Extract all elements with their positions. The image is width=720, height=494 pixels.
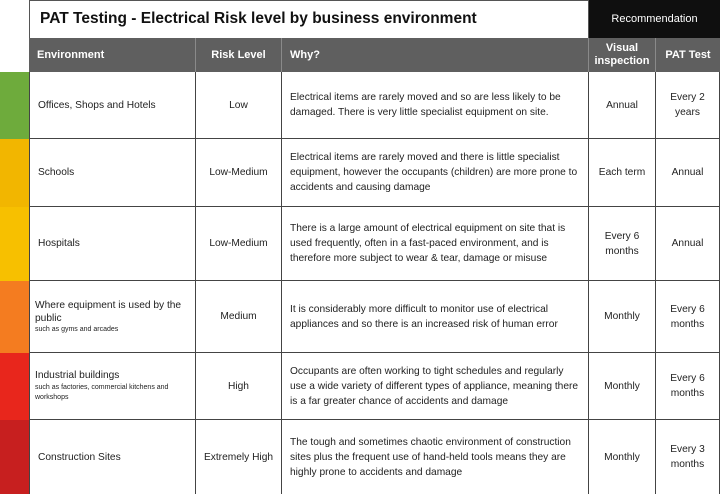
table-row-environment [29, 353, 196, 420]
environment-label: Offices, Shops and Hotels [38, 99, 156, 111]
environment-label: Schools [38, 167, 75, 178]
table-row-environment [29, 139, 196, 207]
visual-inspection-cell: Each term [589, 139, 656, 207]
risk-level-cell: Low [196, 72, 282, 139]
risk-color-extremely-high [0, 420, 29, 494]
risk-color-low-medium-1 [0, 139, 29, 207]
environment-note: such as gyms and arcades [35, 325, 119, 333]
why-cell: Electrical items are rarely moved and so are less likely to be damaged. There is very little specialist equipment on site. [282, 72, 589, 139]
risk-level-cell: Medium [196, 281, 282, 353]
why-cell: Occupants are often working to tight schedules and regularly use a wide variety of different types of appliance, meaning there is a far greater chance of accidents and damage [282, 353, 589, 420]
environment-label: Construction Sites [38, 451, 121, 463]
visual-inspection-cell: Every 6 months [589, 207, 656, 281]
environment-label: Hospitals [38, 238, 80, 249]
environment-label: Industrial buildings [35, 370, 120, 381]
table-row-environment [29, 207, 196, 281]
title-cell [29, 0, 589, 38]
header-visual-inspection: Visual inspection [589, 38, 656, 72]
environment-note: such as factories, commercial kitchens and workshops [35, 384, 169, 401]
risk-color-low-medium-2 [0, 207, 29, 281]
pat-test-cell: Every 2 years [656, 72, 720, 139]
header-risk-level: Risk Level [196, 38, 282, 72]
pat-test-cell: Annual [656, 139, 720, 207]
pat-test-cell: Every 6 months [656, 353, 720, 420]
pat-test-cell: Every 3 months [656, 420, 720, 494]
why-cell: There is a large amount of electrical equipment on site that is used frequently, often in a fast-paced environment, and is therefore more subject to wear & tear, damage or misuse [282, 207, 589, 281]
page-title: PAT Testing - Electrical Risk level by business environment [40, 10, 477, 27]
risk-level-cell: Low-Medium [196, 139, 282, 207]
table-row-environment [29, 281, 196, 353]
risk-color-high [0, 353, 29, 420]
visual-inspection-cell: Monthly [589, 420, 656, 494]
risk-level-cell: Extremely High [196, 420, 282, 494]
why-cell: Electrical items are rarely moved and there is little specialist equipment, however the occupants (children) are more prone to accidents and causing damage [282, 139, 589, 207]
recommendation-header: Recommendation [589, 0, 720, 38]
pat-test-cell: Every 6 months [656, 281, 720, 353]
table-row-environment [29, 72, 196, 139]
visual-inspection-cell: Monthly [589, 281, 656, 353]
why-cell: The tough and sometimes chaotic environment of construction sites plus the frequent use of hand-held tools means they are highly prone to accidents and damage [282, 420, 589, 494]
risk-color-medium [0, 281, 29, 353]
pat-test-cell: Annual [656, 207, 720, 281]
risk-color-low [0, 72, 29, 139]
visual-inspection-cell: Monthly [589, 353, 656, 420]
risk-color-bar [0, 72, 29, 494]
why-cell: It is considerably more difficult to monitor use of electrical appliances and so there is an increased risk of human error [282, 281, 589, 353]
header-why: Why? [282, 38, 589, 72]
visual-inspection-cell: Annual [589, 72, 656, 139]
risk-level-cell: Low-Medium [196, 207, 282, 281]
environment-label: Where equipment is used by the public [35, 299, 182, 324]
risk-level-cell: High [196, 353, 282, 420]
table-row-environment [29, 420, 196, 494]
header-environment: Environment [29, 38, 196, 72]
header-pat-test: PAT Test [656, 38, 720, 72]
